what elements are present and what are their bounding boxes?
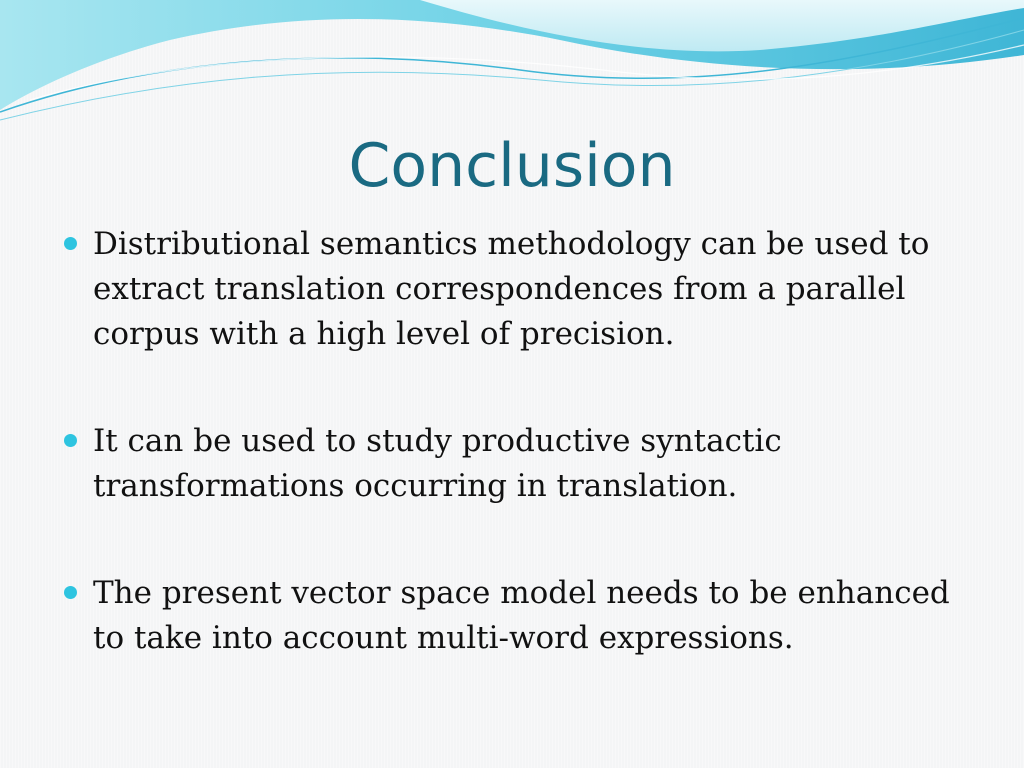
bullet-dot-icon bbox=[64, 586, 77, 599]
bullet-list bbox=[64, 222, 964, 661]
slide-title: Conclusion bbox=[348, 131, 676, 201]
bullet-text: Distributional semantics methodology can be used to extract translation correspondences from a parallel corpus with a high level of precision. bbox=[93, 226, 930, 352]
bullet-item bbox=[64, 419, 964, 509]
header-wave-decoration bbox=[0, 0, 1024, 130]
bullet-item bbox=[64, 571, 964, 661]
bullet-item bbox=[64, 222, 964, 357]
bullet-dot-icon bbox=[64, 434, 77, 447]
bullet-text: It can be used to study productive syntactic transformations occurring in translation. bbox=[93, 423, 782, 504]
bullet-text: The present vector space model needs to be enhanced to take into account multi-word expressions. bbox=[93, 575, 950, 656]
bullet-dot-icon bbox=[64, 237, 77, 250]
